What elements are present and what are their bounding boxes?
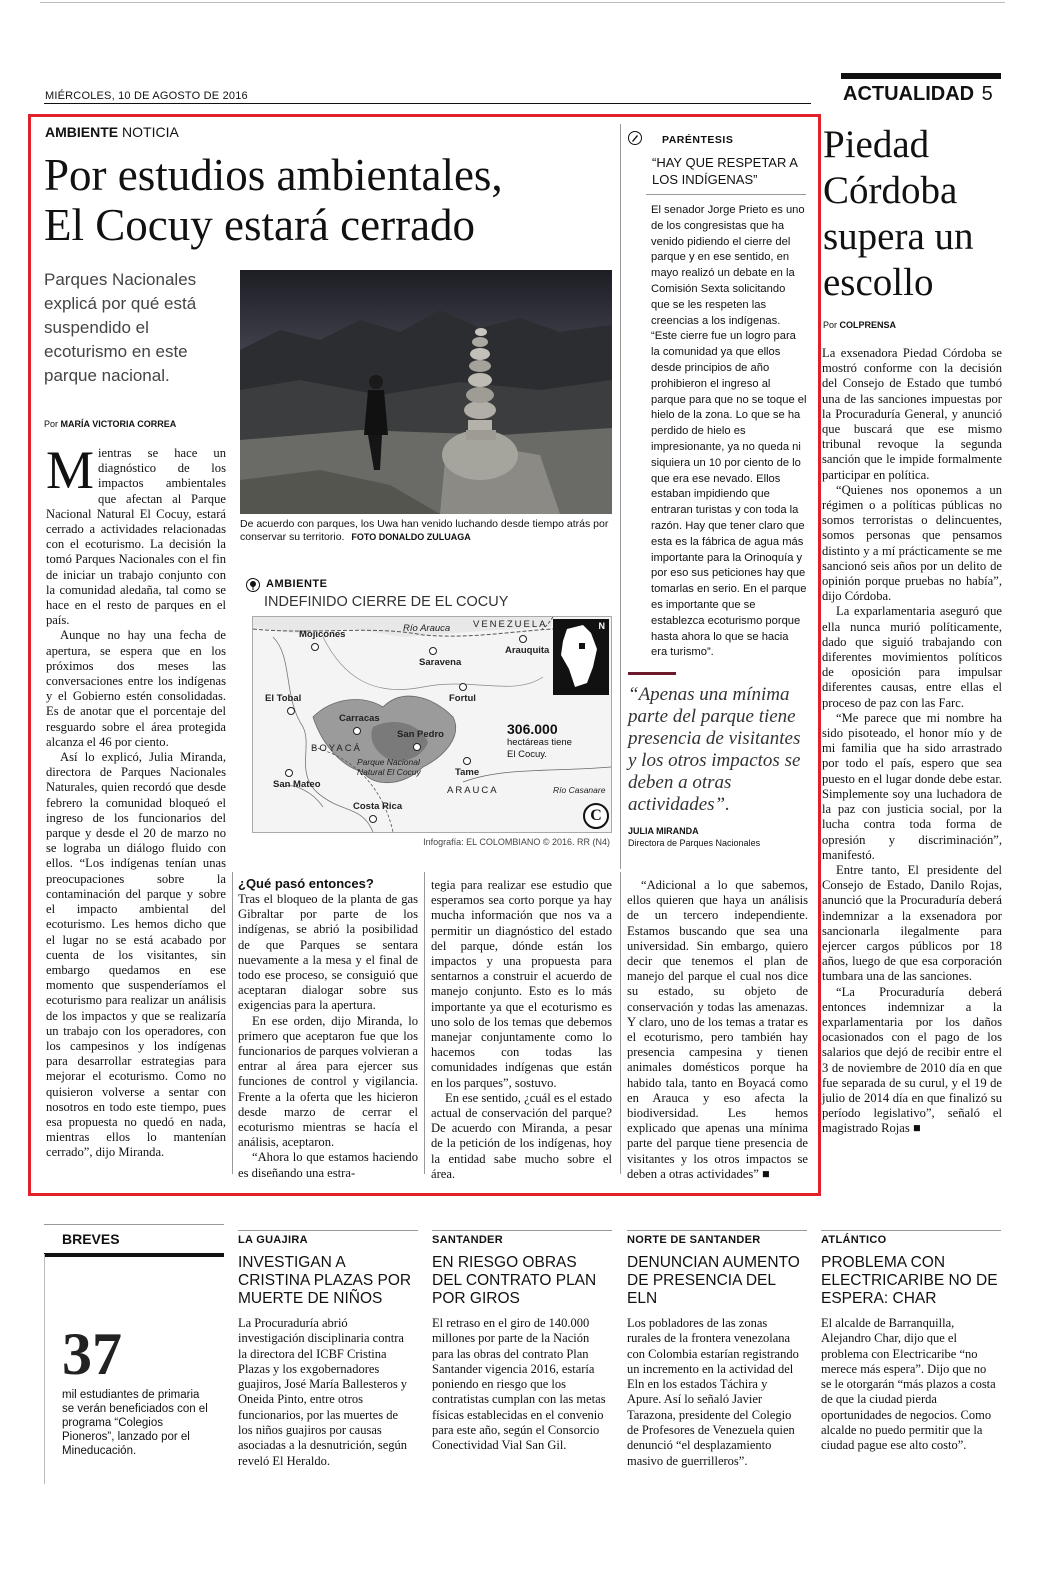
map-stat-label: hectáreas tiene El Cocuy.: [507, 737, 572, 760]
map-credit: Infografía: EL COLOMBIANO © 2016. RR (N4): [423, 837, 610, 847]
place-tame: Tame: [455, 767, 480, 778]
brief-body-santander: El retraso en el giro de 140.000 millones por parte de la Nación para las obras del contrato Plan Santander vigencia 2016, estaría poniendo en riesgo que los contratistas cumplan con las metas físicas establecidas en el convenio para este año, según el Consorcio Conectividad Vial San Gil.: [432, 1316, 606, 1453]
quote-author: JULIA MIRANDA: [628, 826, 699, 836]
body-paragraph: En ese orden, dijo Miranda, lo primero que aceptaron fue que los funcionarios de parques volvieran a entrar al área para ejercer sus funciones de control y vigilancia. Frente a la oferta que les hicieron desde marzo de cerrar el ecoturismo mientras se hacía el análisis, aceptaron.: [238, 1013, 418, 1150]
article-kicker: [45, 124, 179, 140]
place-saravena: Saravena: [419, 657, 462, 668]
brief-headline-atlantico: PROBLEMA CON ELECTRICARIBE NO DE ESPERA: CHAR: [821, 1254, 998, 1307]
brief-region-santander: SANTANDER: [432, 1234, 503, 1246]
region-boyaca: BOYACÁ: [311, 743, 362, 754]
byline: [44, 419, 176, 429]
rule-col3: [620, 872, 621, 1174]
kicker-section: AMBIENTE: [45, 124, 119, 140]
body-column-2: [238, 876, 418, 1181]
page-date: MIÉRCOLES, 10 DE AGOSTO DE 2016: [45, 90, 248, 102]
right-headline: Piedad Córdoba supera un escollo: [823, 123, 974, 304]
place-costa-rica: Costa Rica: [353, 801, 403, 812]
briefs-stat-text: mil estudiantes de primaria se verán beneficiados con el programa “Colegios Pioneros”, lanzado por el Mineducación.: [62, 1389, 208, 1457]
place-el-tobal: El Tobal: [265, 693, 302, 704]
brief-region-norte-de-santander: NORTE DE SANTANDER: [627, 1234, 761, 1246]
place-fortul: Fortul: [449, 693, 476, 704]
article-photo: [240, 270, 612, 514]
subhead: ¿Qué pasó entonces?: [238, 876, 374, 891]
photo-credit: FOTO DONALDO ZULUAGA: [351, 532, 471, 542]
brief-rule-2: [432, 1230, 612, 1231]
map-stat: [507, 721, 581, 761]
briefs-label: BREVES: [62, 1231, 120, 1247]
briefs-label-box: [44, 1224, 224, 1257]
section-header: [843, 83, 993, 106]
sidebar-title: “HAY QUE RESPETAR A LOS INDÍGENAS”: [652, 155, 798, 187]
briefs-stat-rule: [44, 1254, 45, 1484]
dot-mojicones: [311, 643, 319, 651]
body-column-3: [431, 878, 612, 1182]
place-mojicones: Mojicones: [299, 629, 346, 640]
quote-role: Directora de Parques Nacionales: [628, 838, 761, 848]
rule-sidebar: [620, 124, 621, 869]
brief-region-la-guajira: LA GUAJIRA: [238, 1234, 308, 1246]
map-stat-value: 306.000: [507, 721, 558, 737]
map-graphic: [240, 574, 612, 852]
brief-rule-1: [238, 1230, 418, 1231]
headline-line-1: Por estudios ambientales,: [44, 150, 503, 200]
brief-rule-3: [627, 1230, 807, 1231]
brief-headline-santander: EN RIESGO OBRAS DEL CONTRATO PLAN POR GIROS: [432, 1254, 597, 1307]
place-carracas: Carracas: [339, 713, 380, 724]
map-tag: AMBIENTE: [266, 578, 328, 590]
brief-region-atlantico: ATLÁNTICO: [821, 1234, 887, 1246]
body-paragraph: La exparlamentaria aseguró que ella nunca murió políticamente, dado que siguió trabajando con diferentes movimientos políticos de oposición para impulsar diferentes causas, entre ellas el proceso de paz con las Farc.: [822, 604, 1002, 710]
body-paragraph: [46, 440, 226, 628]
brief-headline-la-guajira: INVESTIGAN A CRISTINA PLAZAS POR MUERTE DE NIÑOS: [238, 1254, 412, 1307]
region-arauca: ARAUCA: [447, 785, 499, 796]
sidebar-title-rule: [646, 194, 806, 195]
body-paragraph: “Ahora lo que estamos haciendo es diseñando una estra-: [238, 1150, 418, 1180]
page-number: 5: [981, 83, 993, 105]
section-bar: [841, 73, 1001, 79]
right-byline: [823, 320, 896, 330]
map-tag-icon: [246, 578, 260, 592]
right-byline-prefix: Por: [823, 320, 838, 330]
sidebar-body: El senador Jorge Prieto es uno de los congresistas que ha venido pidiendo el cierre del parque y en ese sentido, en mayo realizó un debate en la Comisión Sexta solicitando que se les respeten las creencias a los indígenas. “Este cierre fue un logro para la comunidad ya que ellos desde principios de año prohibieron el ingreso al parque para que no se toque el hielo de la zona. Lo que se ha perdido de hielo es impresionante, ya no queda ni siquiera un 10 por ciento de lo que era ese nevado. Ellos estaban impidiendo que entraran turistas y con toda la razón. Hay que tener claro que esta es la fábrica de agua más importante para la Orinoquía y por eso sus peticiones hay que tomarlas en serio. En el parque es importante que se establezca ecoturismo porque hasta ahora lo que se hacia era turismo”.: [651, 204, 807, 659]
byline-prefix: Por: [44, 419, 59, 429]
article-deck: Parques Nacionales explicá por qué está suspendido el ecoturismo en este parque nacional.: [44, 270, 197, 385]
place-arauquita: Arauquita: [505, 645, 550, 656]
body-paragraph: tegia para realizar ese estudio que esperamos sea corto porque ya hay mucha información que nos va a permitir un diagnóstico del estado del parque, dónde están los impactos y una propuesta para sentarnos a construir el acuerdo de manejo conjunto. Esto es lo más importante ya que el ecoturismo es uno solo de los temas que debemos manejar conjuntamente como lo hacemos con todas las comunidades indígenas que están en los parques”, sostuvo.: [431, 878, 612, 1090]
quote-rule: [628, 672, 676, 675]
pull-quote: “Apenas una mínima parte del parque tiene presencia de visitantes y los otros impactos se deben a otras actividades”.: [628, 684, 801, 815]
body-paragraph: Tras el bloqueo de la planta de gas Gibraltar por parte de los indígenas, se abrió la posibilidad de que Parques se sentara nuevamente a la mesa y el final de todo ese proceso, se consiguió que aceptaran dialogar sobre sus exigencias para la apertura.: [238, 892, 418, 1013]
header-rule: [44, 103, 811, 104]
caption-text: De acuerdo con parques, los Uwa han venido luchando desde tiempo atrás por conservar su territorio.: [240, 518, 609, 543]
section-name: ACTUALIDAD: [843, 83, 975, 105]
north-mark: N: [598, 621, 605, 631]
right-body: [822, 346, 1002, 1137]
body-paragraph: La exsenadora Piedad Córdoba se mostró conforme con la decisión del Consejo de Estado que tumbó una de las sanciones impuestas por la Procuraduría General, y anunció que buscará que ese mismo tribunal revoque la segunda sanción que le impide formalmente participar en política.: [822, 346, 1002, 482]
brief-body-norte-de-santander: Los pobladores de las zonas rurales de la frontera venezolana con Colombia estarían registrando un incremento en la actividad del Eln en los estados Táchira y Apure. Así lo señaló Javier Tarazona, presidente del Colegio de Profesores de Venezuela quien denunció “el desplazamiento masivo de guerrilleros”.: [627, 1316, 799, 1468]
body-paragraph: “La Procuraduría deberá entonces indemnizar a la exparlamentaria por los daños ocasionados con el pago de los salarios que dejó de recibir entre el 3 de noviembre de 2010 día en que fue separada de su curul, y el 19 de julio de 2014 día en que finalizó su período legislativo”, señaló el magistrado Rojas ■: [822, 984, 1002, 1136]
briefs-stat-number: 37: [62, 1321, 122, 1387]
rule-col2: [424, 872, 425, 1174]
first-paragraph-text: ientras se hace un diagnóstico de los impactos ambientales que afectan al Parque Nacional Natural El Cocuy, estará cerrado a actividades relacionadas con el ecoturismo. La decisión la tomó Parques Nacionales con el fin de iniciar un trabajo conjunto con la comunidad aledaña, tal como se hace en el resto de parques en el país.: [46, 446, 226, 628]
dot-san-pedro: [413, 743, 421, 751]
brief-headline-norte-de-santander: DENUNCIAN AUMENTO DE PRESENCIA DEL ELN: [627, 1254, 800, 1307]
sidebar-tag-icon: [628, 131, 642, 145]
right-byline-author: COLPRENSA: [839, 320, 897, 330]
park-label: Parque Nacional Natural El Cocuy: [357, 757, 421, 777]
brief-body-atlantico: El alcalde de Barranquilla, Alejandro Char, dijo que el problema con Electricaribe “no merece más espera”. Dijo que no se le otorgarán “más plazos a costa de que la ciudad pierda oportunidades de negocios. Como alcalde no puedo permitir que la ciudad pague ese alto costo”.: [821, 1316, 996, 1453]
dot-arauquita: [519, 635, 527, 643]
dot-tame: [463, 757, 471, 765]
colombia-locator-map: [553, 619, 609, 695]
photo-illustration: [240, 270, 612, 514]
headline-line-2: El Cocuy estará cerrado: [44, 200, 476, 250]
body-column-4: [627, 878, 808, 1182]
brief-body-la-guajira: La Procuraduría abrió investigación disciplinaria contra la directora del ICBF Cristina Plazas y los exgobernadores guajiros, José María Ballesteros y Oneida Pinto, entre otros funcionarios, por las muertes de los niños guajiros por causas asociadas a la desnutrición, según reveló El Heraldo.: [238, 1316, 408, 1468]
body-paragraph: Entre tanto, El presidente del Consejo de Estado, Danilo Rojas, anunció que la Procuraduría deberá indemnizar a la exsenadora por sancionarla ilegalmente para ejercer cargos públicos por 18 años, luego de que esa corporación tumbara una de las sanciones.: [822, 862, 1002, 984]
map-title: INDEFINIDO CIERRE DE EL COCUY: [264, 594, 509, 610]
river-casanare: Río Casanare: [553, 785, 606, 795]
top-edge-rule: [40, 2, 1005, 3]
kicker-type: NOTICIA: [122, 124, 179, 140]
place-san-mateo: San Mateo: [273, 779, 321, 790]
body-paragraph: En ese sentido, ¿cuál es el estado actual de conservación del parque? De acuerdo con Miranda, a pesar de la petición de los indígenas, hoy la entidad sabe mucho sobre el área.: [431, 1090, 612, 1181]
photo-caption: [240, 518, 612, 544]
dot-saravena: [429, 647, 437, 655]
place-san-pedro: San Pedro: [397, 729, 444, 740]
region-venezuela: VENEZUELA: [473, 619, 548, 630]
body-column-1: [46, 440, 226, 1161]
dot-carracas: [353, 727, 361, 735]
rule-col1: [232, 872, 233, 1174]
dot-san-mateo: [285, 769, 293, 777]
byline-author: MARÍA VICTORIA CORREA: [60, 419, 177, 429]
body-paragraph: Aunque no hay una fecha de apertura, se espera que en los próximos dos meses las conversaciones entre los indígenas y el Gobierno estén consolidadas. Es de anotar que el porcentaje del resguardo sobre el área protegida alcanza el 46 por ciento.: [46, 628, 226, 749]
body-paragraph: Así lo explicó, Julia Miranda, directora de Parques Nacionales Naturales, quien recordó que desde febrero la comunidad bloqueó el ingreso de los funcionarios del parque y desde el 20 de marzo no se lograba un diálogo fluido con ellos. “Los indígenas tenían unas preocupaciones sobre la contaminación del parque y sobre el impacto ambiental del ecoturismo. Les hemos dicho que el lugar no se está acabado por cuenta de los visitantes, sin embargo quedamos en ese momento que suspenderíamos el ecoturismo para realizar un análisis de los impactos y que se realizaría un trabajo con los operadores, con los campesinos y los indígenas para desarrollar estrategias para mejorar el ecoturismo. Como no quisieron volverse a sentar con nosotros en todo este tiempo, pues esa propuesta no quedó en nada, mientras ellos lo mantenían cerrado”, dijo Miranda.: [46, 750, 226, 1160]
body-paragraph: “Me parece que mi nombre ha sido pisoteado, el honor mío y de mi familia que ha sido arrastrado por todo el país, espero que sea puesto en el lugar donde debe estar. Simplemente soy una luchadora de la paz con justicia social, por la lucha contra toda forma de opresión y discriminación”, manifestó.: [822, 710, 1002, 862]
sidebar-tag: PARÉNTESIS: [662, 134, 734, 146]
dot-fortul: [459, 683, 467, 691]
drop-cap: M: [46, 440, 95, 500]
body-paragraph: “Adicional a lo que sabemos, ellos quieren que haya un análisis de un tercero independiente. Estamos buscando que sea una universidad. Sin embargo, quiero decir que tenemos el plan de manejo del parque el cual nos dice su estado, su objeto de conservación y todas las amenazas. Y claro, uno de los temas a tratar es el ecoturismo, pero también hay presencia campesina y tienen animales domésticos porque ha habido tala, tanto en Boyacá como en Arauca y eso afecta la biodiversidad. Les hemos explicado que apenas una mínima parte del parque tiene presencia de visitantes y los otros impactos se deben a otras actividades” ■: [627, 878, 808, 1181]
body-paragraph: “Quienes nos oponemos a un régimen o a políticas públicas no somos terroristas o delincuentes, somos personas que pensamos distinto y a mí prácticamente se me sancionó seis años por un delito de opinión porque pruebas no había”, dijo Córdoba.: [822, 482, 1002, 604]
article-headline: [44, 150, 503, 250]
el-colombiano-logo-icon: C: [583, 803, 609, 829]
dot-costa-rica: [369, 815, 377, 823]
brief-rule-4: [821, 1230, 1001, 1231]
river-arauca: Río Arauca: [403, 623, 451, 634]
dot-el-tobal: [287, 707, 295, 715]
map-frame: [252, 616, 612, 833]
